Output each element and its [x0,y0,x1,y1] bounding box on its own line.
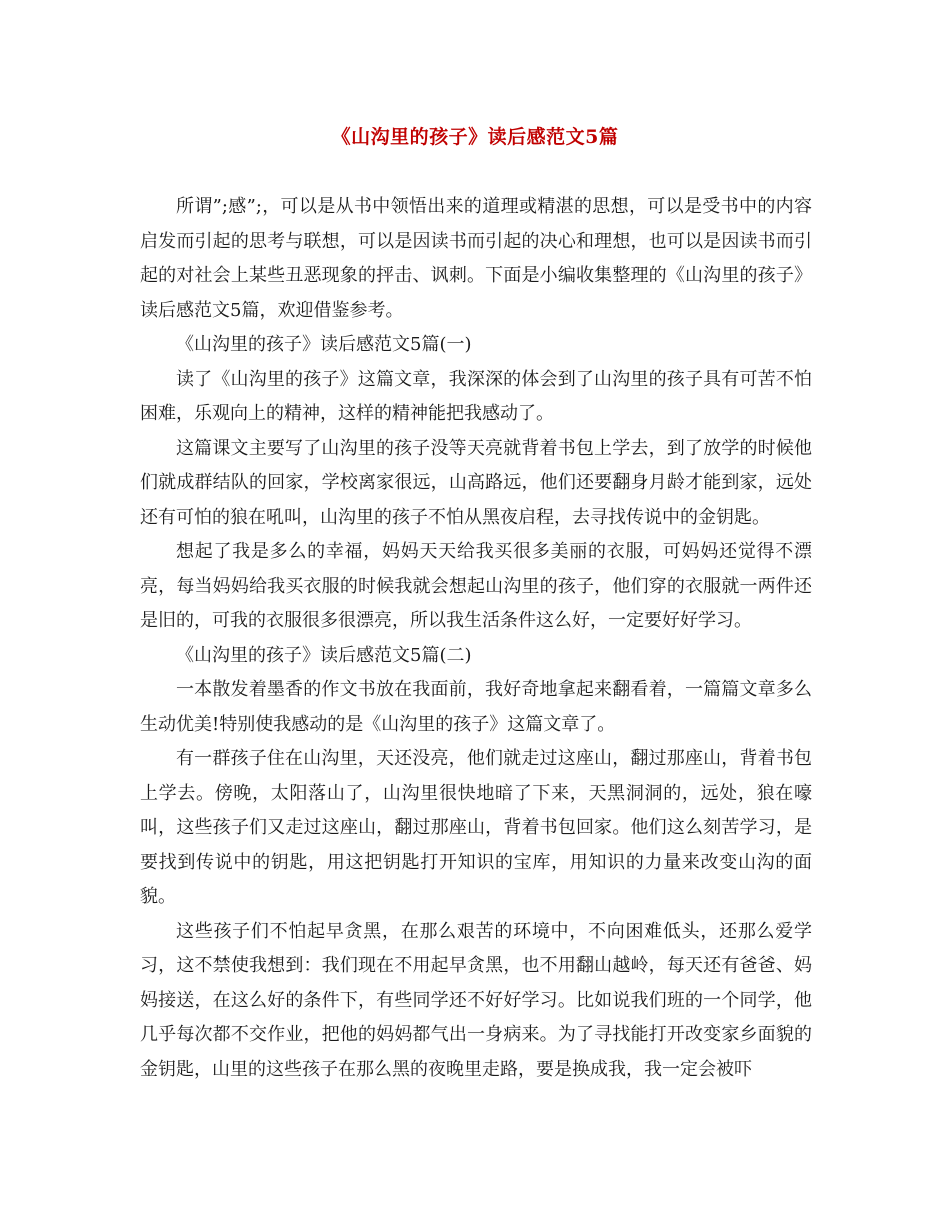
section-heading-1: 《山沟里的孩子》读后感范文5篇(一) [176,334,472,355]
paragraph: 这篇课文主要写了山沟里的孩子没等天亮就背着书包上学去，到了放学的时候他们就成群结队的回家，学校离家很远，山高路远，他们还要翻身月龄才能到家，远处还有可怕的狼在吼叫，山沟里的孩子不怕从黑夜启程，去寻找传说中的金钥匙。 [140,437,812,528]
paragraph: 这些孩子们不怕起早贪黑，在那么艰苦的环境中，不向困难低头，还那么爱学习，这不禁使我想到：我们现在不用起早贪黑，也不用翻山越岭，每天还有爸爸、妈妈接送，在这么好的条件下，有些同学还不好好学习。比如说我们班的一个同学，他几乎每次都不交作业，把他的妈妈都气出一身病来。为了寻找能打开改变家乡面貌的金钥匙，山里的这些孩子在那么黑的夜晚里走路，要是换成我，我一定会被吓 [140,920,812,1080]
paragraph: 想起了我是多么的幸福，妈妈天天给我买很多美丽的衣服，可妈妈还觉得不漂亮，每当妈妈给我买衣服的时候我就会想起山沟里的孩子，他们穿的衣服就一两件还是旧的，可我的衣服很多很漂亮，所以我生活条件这么好，一定要好好学习。 [140,541,812,631]
document-body [140,190,812,1087]
document-title: 《山沟里的孩子》读后感范文5篇 [331,126,619,148]
paragraph: 一本散发着墨香的作文书放在我面前，我好奇地拿起来翻看着，一篇篇文章多么生动优美!特别使我感动的是《山沟里的孩子》这篇文章了。 [140,679,812,735]
paragraph: 有一群孩子住在山沟里，天还没亮，他们就走过这座山，翻过那座山，背着书包上学去。傍晚，太阳落山了，山沟里很快地暗了下来，天黑洞洞的，远处，狼在嚎叫，这些孩子们又走过这座山，翻过那座山，背着书包回家。他们这么刻苦学习，是要找到传说中的钥匙，用这把钥匙打开知识的宝库，用知识的力量来改变山沟的面貌。 [140,748,812,907]
paragraph-intro: 所谓”;感”;，可以是从书中领悟出来的道理或精湛的思想，可以是受书中的内容启发而引起的思考与联想，可以是因读书而引起的决心和理想，也可以是因读书而引起的对社会上某些丑恶现象的抨击、讽刺。下面是小编收集整理的《山沟里的孩子》读后感范文5篇，欢迎借鉴参考。 [140,196,812,321]
paragraph: 读了《山沟里的孩子》这篇文章，我深深的体会到了山沟里的孩子具有可苦不怕困难，乐观向上的精神，这样的精神能把我感动了。 [140,368,812,424]
section-heading-2: 《山沟里的孩子》读后感范文5篇(二) [176,644,472,666]
